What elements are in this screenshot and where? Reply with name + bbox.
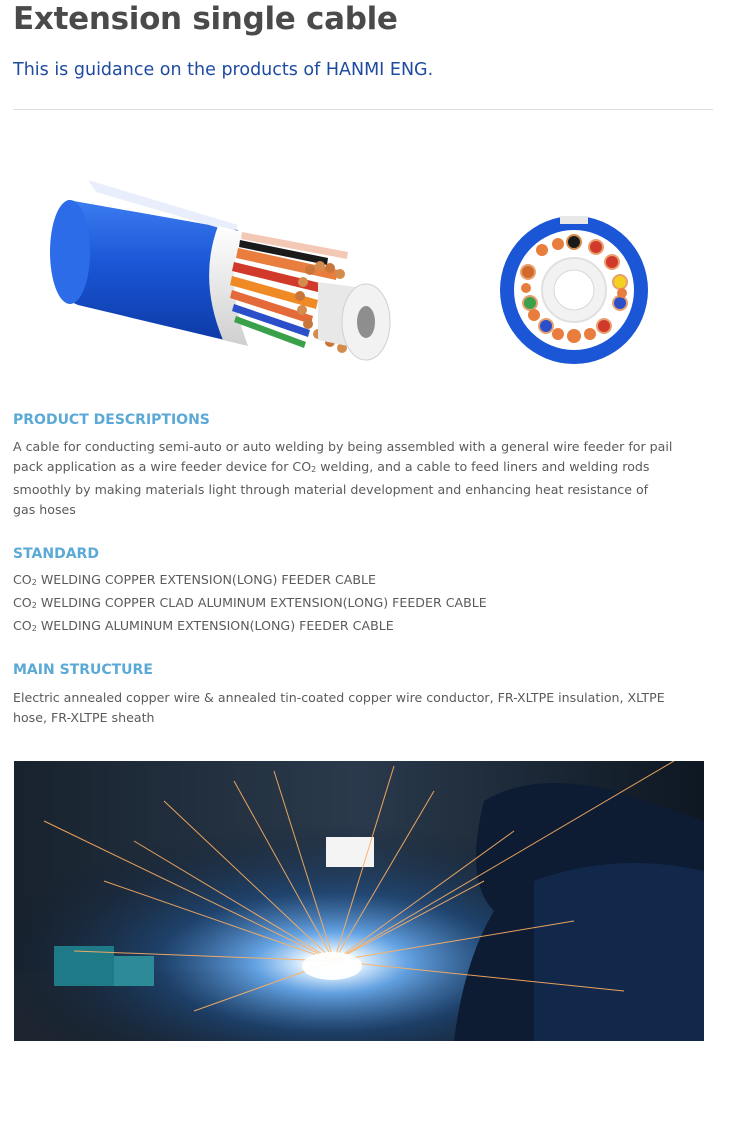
page-title: Extension single cable <box>13 1 398 37</box>
welding-photo-image <box>14 761 704 1041</box>
header-divider <box>13 109 713 110</box>
standard-list <box>13 570 673 639</box>
main-structure-heading: MAIN STRUCTURE <box>13 662 153 678</box>
standard-item: CO2 WELDING COPPER CLAD ALUMINUM EXTENSION(LONG) FEEDER CABLE <box>13 595 487 610</box>
standard-item: CO2 WELDING ALUMINUM EXTENSION(LONG) FEEDER CABLE <box>13 618 394 633</box>
cable-side-view-image <box>48 170 393 370</box>
page-subtitle: This is guidance on the products of HANMI ENG. <box>13 60 434 80</box>
cable-cross-section-image <box>498 214 650 366</box>
product-descriptions-text: A cable for conducting semi-auto or auto welding by being assembled with a general wire feeder for pail pack application as a wire feeder device for CO2 welding, and a cable to feed liners and welding rods smoothly by making materials light through material development and enhancing heat resistance of gas hoses <box>13 439 673 517</box>
main-structure-text: Electric annealed copper wire & annealed tin-coated copper wire conductor, FR-XLTPE insulation, XLTPE hose, FR-XLTPE sheath <box>13 690 665 725</box>
standard-heading: STANDARD <box>13 546 99 562</box>
standard-item: CO2 WELDING COPPER EXTENSION(LONG) FEEDER CABLE <box>13 572 376 587</box>
product-descriptions-heading: PRODUCT DESCRIPTIONS <box>13 412 210 428</box>
